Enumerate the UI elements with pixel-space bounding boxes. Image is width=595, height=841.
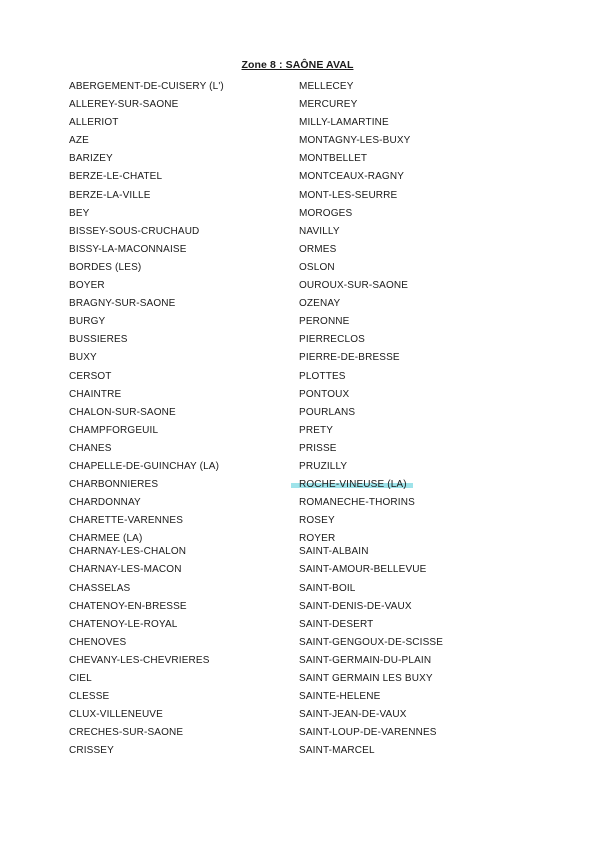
commune-label: BEY	[69, 207, 90, 219]
commune-name	[69, 460, 224, 478]
commune-label: BARIZEY	[69, 153, 113, 165]
commune-name	[69, 207, 224, 225]
commune-label: PRUZILLY	[299, 460, 348, 472]
commune-name	[299, 388, 443, 406]
commune-label: PRETY	[299, 424, 334, 436]
commune-name	[69, 370, 224, 388]
commune-name	[299, 370, 443, 388]
commune-label: CHATENOY-EN-BRESSE	[69, 600, 187, 612]
commune-label: BISSEY-SOUS-CRUCHAUD	[69, 225, 200, 237]
commune-label: ROYER	[299, 533, 336, 545]
commune-name	[299, 351, 443, 369]
commune-name	[69, 582, 224, 600]
commune-name	[69, 744, 224, 762]
commune-label: BISSY-LA-MACONNAISE	[69, 243, 187, 255]
commune-name	[69, 189, 224, 207]
commune-label: CHANES	[69, 442, 112, 454]
commune-name	[69, 600, 224, 618]
commune-list-left	[69, 80, 224, 762]
commune-label: MILLY-LAMARTINE	[299, 117, 389, 129]
commune-name	[299, 618, 443, 636]
commune-name	[299, 261, 443, 279]
commune-label: BOYER	[69, 280, 105, 292]
commune-label: CHARMEE (LA)	[69, 533, 143, 545]
commune-label: POURLANS	[299, 406, 356, 418]
commune-name	[299, 726, 443, 744]
commune-name	[299, 442, 443, 460]
commune-name	[69, 726, 224, 744]
commune-name	[299, 207, 443, 225]
commune-name	[69, 80, 224, 98]
commune-label: CRECHES-SUR-SAONE	[69, 727, 184, 739]
commune-label: BERZE-LA-VILLE	[69, 189, 151, 201]
commune-label: PIERRECLOS	[299, 334, 365, 346]
commune-label: ROSEY	[299, 515, 335, 527]
commune-label: BORDES (LES)	[69, 261, 142, 273]
commune-label: CRISSEY	[69, 745, 114, 757]
commune-name	[69, 279, 224, 297]
commune-label: CHASSELAS	[69, 582, 131, 594]
commune-label: MONTAGNY-LES-BUXY	[299, 135, 411, 147]
commune-name	[69, 442, 224, 460]
commune-label: MERCUREY	[299, 99, 358, 111]
commune-name	[69, 478, 224, 496]
commune-name	[69, 690, 224, 708]
commune-label: ROMANECHE-THORINS	[299, 497, 415, 509]
commune-name	[69, 261, 224, 279]
commune-name	[69, 152, 224, 170]
commune-label: BURGY	[69, 316, 106, 328]
highlighted-commune: ROCHE-VINEUSE (LA)	[291, 479, 413, 490]
commune-label: OZENAY	[299, 298, 341, 310]
commune-label: CHEVANY-LES-CHEVRIERES	[69, 654, 210, 666]
commune-label: MOROGES	[299, 207, 353, 219]
commune-label: BUSSIERES	[69, 334, 128, 346]
commune-name	[69, 545, 224, 563]
commune-name	[299, 654, 443, 672]
commune-list-right	[299, 80, 443, 762]
commune-name	[69, 563, 224, 581]
commune-label: PONTOUX	[299, 388, 350, 400]
commune-label: OUROUX-SUR-SAONE	[299, 280, 409, 292]
commune-name	[299, 315, 443, 333]
commune-label: SAINT-LOUP-DE-VARENNES	[299, 727, 437, 739]
commune-label: CHARDONNAY	[69, 497, 141, 509]
commune-name	[299, 636, 443, 654]
commune-name	[299, 170, 443, 188]
commune-label: CHARNAY-LES-MACON	[69, 564, 182, 576]
commune-label: CHALON-SUR-SAONE	[69, 406, 176, 418]
commune-name	[69, 315, 224, 333]
commune-name	[299, 600, 443, 618]
commune-name	[69, 532, 224, 545]
commune-label: PLOTTES	[299, 370, 346, 382]
commune-name	[299, 152, 443, 170]
commune-label: SAINT GERMAIN LES BUXY	[299, 673, 433, 684]
commune-label: AZE	[69, 135, 89, 147]
commune-name	[299, 98, 443, 116]
commune-name	[69, 654, 224, 672]
commune-label: ORMES	[299, 243, 337, 255]
commune-label: ABERGEMENT-DE-CUISERY (L')	[69, 81, 224, 92]
commune-label: CIEL	[69, 673, 92, 684]
commune-name	[69, 333, 224, 351]
commune-label: CHENOVES	[69, 636, 127, 648]
commune-label: NAVILLY	[299, 225, 340, 237]
commune-name	[299, 460, 443, 478]
commune-label: MONTBELLET	[299, 153, 368, 165]
commune-name	[69, 243, 224, 261]
commune-name	[299, 333, 443, 351]
commune-name	[69, 406, 224, 424]
commune-name	[69, 297, 224, 315]
commune-label: PIERRE-DE-BRESSE	[299, 352, 400, 364]
commune-name	[299, 496, 443, 514]
commune-name	[299, 478, 443, 496]
commune-label: SAINT-DENIS-DE-VAUX	[299, 600, 412, 612]
commune-name	[299, 80, 443, 98]
commune-name	[69, 424, 224, 442]
commune-name	[69, 134, 224, 152]
commune-name	[69, 672, 224, 690]
commune-name	[69, 496, 224, 514]
commune-label: CHARETTE-VARENNES	[69, 515, 184, 527]
commune-name	[69, 116, 224, 134]
commune-label: ALLERIOT	[69, 117, 119, 129]
commune-name	[299, 545, 443, 563]
commune-label: SAINT-ALBAIN	[299, 546, 369, 558]
commune-name	[299, 514, 443, 532]
commune-name	[299, 582, 443, 600]
commune-name	[69, 618, 224, 636]
commune-label: CLUX-VILLENEUVE	[69, 709, 163, 721]
zone-title: Zone 8 : SAÔNE AVAL	[241, 59, 354, 71]
commune-label: CERSOT	[69, 370, 112, 382]
commune-label: SAINT-GERMAIN-DU-PLAIN	[299, 654, 432, 666]
commune-label: SAINTE-HELENE	[299, 691, 381, 703]
commune-name	[299, 424, 443, 442]
commune-label: CHARBONNIERES	[69, 479, 159, 491]
commune-name	[69, 170, 224, 188]
commune-name	[69, 351, 224, 369]
commune-label: SAINT-AMOUR-BELLEVUE	[299, 564, 427, 576]
commune-name	[299, 243, 443, 261]
commune-name	[299, 563, 443, 581]
commune-name	[299, 672, 443, 690]
commune-label: SAINT-GENGOUX-DE-SCISSE	[299, 636, 444, 648]
commune-name	[69, 708, 224, 726]
commune-label: SAINT-JEAN-DE-VAUX	[299, 709, 407, 721]
commune-label: CHARNAY-LES-CHALON	[69, 546, 187, 558]
commune-name	[69, 225, 224, 243]
commune-name	[299, 134, 443, 152]
commune-label: CHAPELLE-DE-GUINCHAY (LA)	[69, 460, 220, 472]
commune-label: BUXY	[69, 352, 97, 364]
commune-name	[69, 514, 224, 532]
commune-name	[299, 116, 443, 134]
commune-name	[69, 388, 224, 406]
commune-name	[299, 189, 443, 207]
commune-label: ALLEREY-SUR-SAONE	[69, 99, 179, 111]
commune-name	[299, 708, 443, 726]
commune-label: PRISSE	[299, 442, 337, 454]
commune-label: PERONNE	[299, 316, 350, 328]
commune-label: MONT-LES-SEURRE	[299, 189, 398, 201]
commune-label: SAINT-BOIL	[299, 582, 356, 594]
commune-name	[299, 279, 443, 297]
commune-name	[299, 406, 443, 424]
commune-label: BERZE-LE-CHATEL	[69, 171, 163, 183]
commune-label: OSLON	[299, 261, 335, 273]
commune-name	[299, 532, 443, 545]
commune-label: MELLECEY	[299, 81, 354, 92]
commune-label: CHATENOY-LE-ROYAL	[69, 618, 178, 630]
commune-name	[69, 636, 224, 654]
commune-label: SAINT-DESERT	[299, 618, 374, 630]
commune-name	[299, 690, 443, 708]
commune-label: CHAMPFORGEUIL	[69, 424, 159, 436]
commune-label: CHAINTRE	[69, 388, 122, 400]
commune-name	[299, 744, 443, 762]
commune-label: SAINT-MARCEL	[299, 745, 375, 757]
commune-name	[299, 297, 443, 315]
commune-label: BRAGNY-SUR-SAONE	[69, 298, 176, 310]
commune-label: CLESSE	[69, 691, 110, 703]
commune-name	[299, 225, 443, 243]
commune-label: MONTCEAUX-RAGNY	[299, 171, 405, 183]
commune-name	[69, 98, 224, 116]
